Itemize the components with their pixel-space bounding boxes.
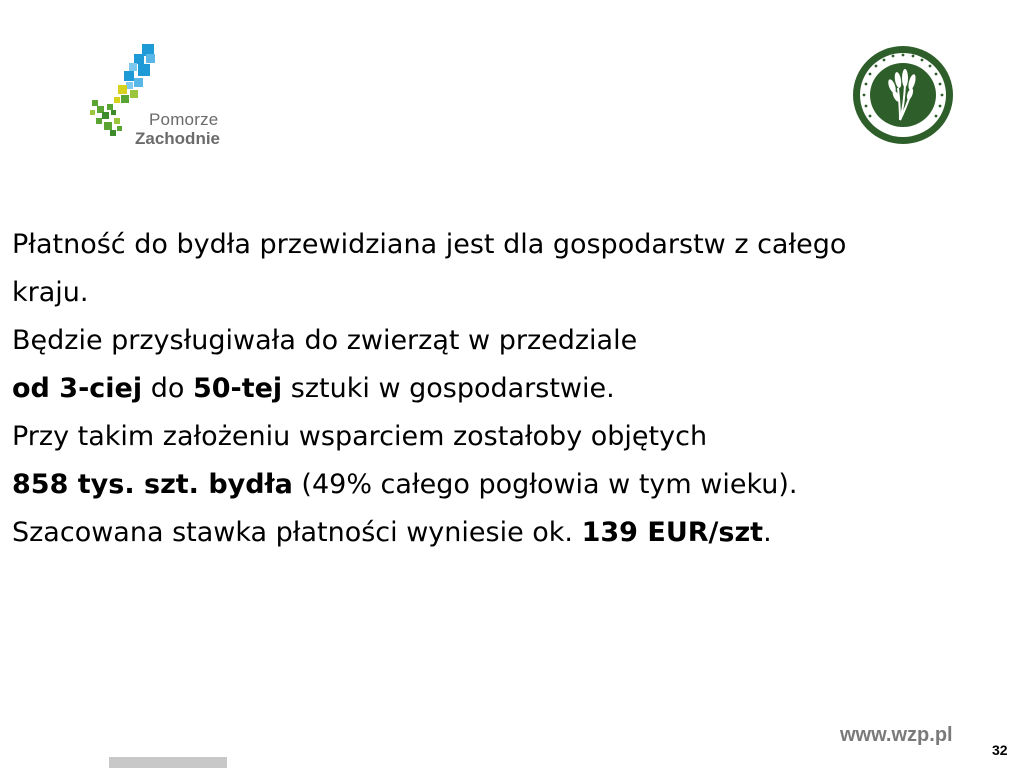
rate-intro-text: Szacowana stawka płatności wyniesie ok.: [12, 517, 582, 548]
footer-url: www.wzp.pl: [840, 724, 953, 746]
rate-value-bold: 139 EUR/szt: [581, 517, 764, 548]
cattle-count-bold: 858 tys. szt. bydła: [12, 469, 293, 500]
body-line-7: [12, 509, 1012, 557]
cattle-share-text: (49% całego pogłowia w tym wieku).: [292, 469, 798, 500]
logo-text-zachodnie: Zachodnie: [135, 129, 221, 148]
range-connector: do: [142, 373, 193, 404]
body-line-3: Będzie przysługiwała do zwierząt w przedziale: [12, 325, 638, 356]
range-suffix: sztuki w gospodarstwie.: [282, 373, 615, 404]
rate-period: .: [763, 517, 772, 548]
body-line-6: [12, 461, 1012, 509]
wheat-seal-icon: [850, 44, 956, 146]
ministry-seal-logo: [850, 44, 956, 146]
range-start-bold: od 3-ciej: [12, 373, 143, 404]
body-line-5: Przy takim założeniu wsparciem zostałoby objętych: [12, 421, 708, 452]
slide-body-text: [12, 221, 1012, 557]
pomorze-zachodnie-logo: [86, 40, 246, 155]
body-line-2: kraju.: [12, 277, 89, 308]
body-line-4: [12, 365, 1012, 413]
logo-text-pomorze: Pomorze: [149, 110, 219, 129]
body-line-1: Płatność do bydła przewidziana jest dla gospodarstw z całego: [12, 229, 847, 260]
range-end-bold: 50-tej: [192, 373, 283, 404]
footer-decoration-bar: [109, 757, 227, 768]
page-number: 32: [992, 742, 1008, 758]
